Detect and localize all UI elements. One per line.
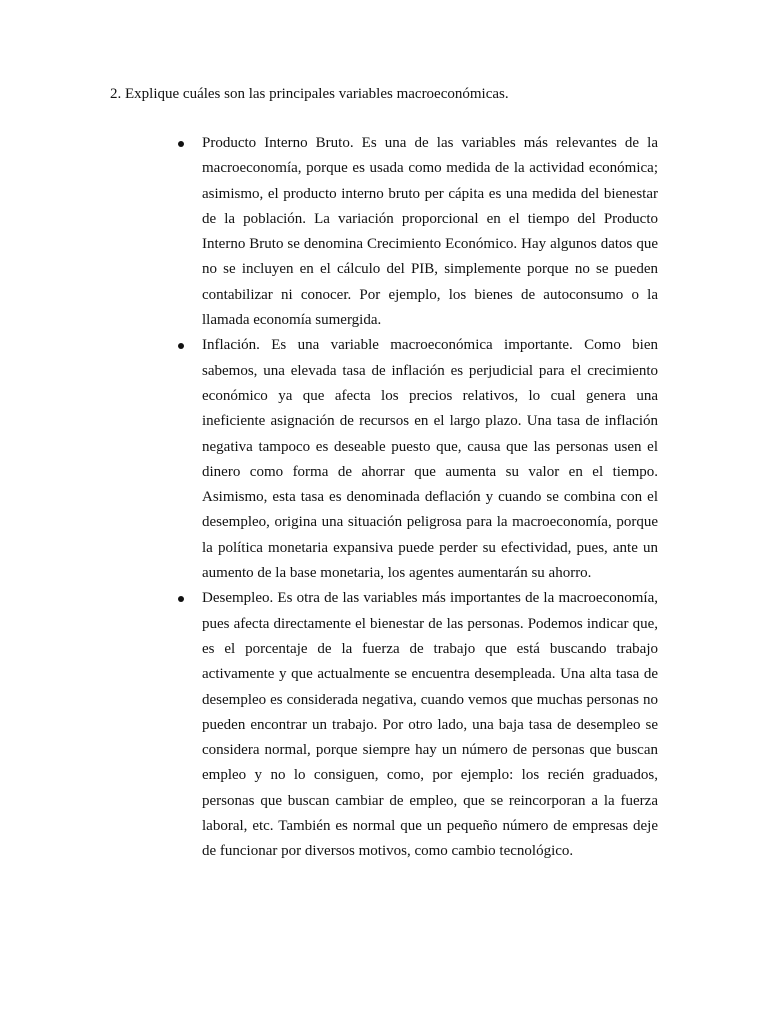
bullet-icon (178, 343, 184, 349)
variables-list (173, 131, 658, 865)
list-item-inflacion (173, 333, 658, 586)
bullet-icon (178, 141, 184, 147)
question-heading: 2. Explique cuáles son las principales variables macroeconómicas. (110, 86, 509, 102)
bullet-icon (178, 596, 184, 602)
list-item-text: Producto Interno Bruto. Es una de las variables más relevantes de la macroeconomía, porque es usada como medida de la actividad económica; asimismo, el producto interno bruto per cápita es una medida del bienestar de la población. La variación proporcional en el tiempo del Producto Interno Bruto se denomina Crecimiento Económico. Hay algunos datos que no se incluyen en el cálculo del PIB, simplemente porque no se pueden contabilizar ni conocer. Por ejemplo, los bienes de autoconsumo o la llamada economía sumergida. (202, 135, 658, 329)
list-item-desempleo (173, 586, 658, 864)
list-item-text: Inflación. Es una variable macroeconómica importante. Como bien sabemos, una elevada tasa de inflación es perjudicial para el crecimiento económico ya que afecta los precios relativos, lo cual genera una ineficiente asignación de recursos en el largo plazo. Una tasa de inflación negativa tampoco es deseable puesto que, causa que las personas usen el dinero como forma de ahorrar que aumenta su valor en el tiempo. Asimismo, esta tasa es denominada deflación y cuando se combina con el desempleo, origina una situación peligrosa para la macroeconomía, porque la política monetaria expansiva puede perder su efectividad, pues, ante un aumento de la base monetaria, los agentes aumentarán su ahorro. (202, 337, 658, 582)
list-item-pib (173, 131, 658, 333)
list-item-text: Desempleo. Es otra de las variables más importantes de la macroeconomía, pues afecta directamente el bienestar de las personas. Podemos indicar que, es el porcentaje de la fuerza de trabajo que está buscando trabajo activamente y que actualmente se encuentra desempleada. Una alta tasa de desempleo es considerada negativa, cuando vemos que muchas personas no pueden encontrar un trabajo. Por otro lado, una baja tasa de desempleo se considera normal, porque siempre hay un número de personas que buscan empleo y no lo consiguen, como, por ejemplo: los recién graduados, personas que buscan cambiar de empleo, que se reincorporan a la fuerza laboral, etc. También es normal que un pequeño número de empresas deje de funcionar por diversos motivos, como cambio tecnológico. (202, 590, 658, 860)
